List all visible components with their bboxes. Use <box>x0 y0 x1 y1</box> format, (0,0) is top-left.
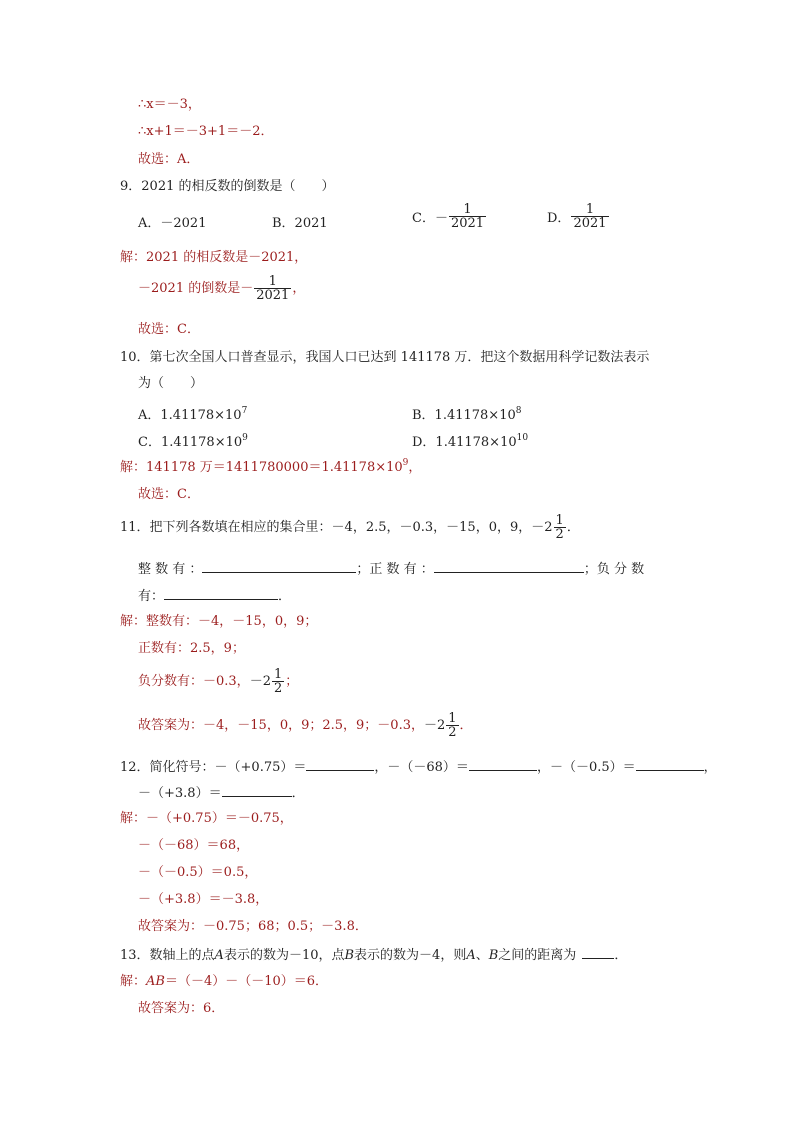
q10-answer: 故选：C． <box>138 487 200 502</box>
q8-solution-line-1: ∴x＝－3， <box>138 97 201 112</box>
q12-solution-line-4: －（+3.8）＝－3.8， <box>138 892 269 907</box>
mixed-number: －2 $\frac{1}{2}$ <box>531 513 564 542</box>
mixed-number: －2 $\frac{1}{2}$ <box>423 711 457 740</box>
q10-solution: 解：141178 万$=1411780000=1.41178\times 10^9$， <box>120 458 422 475</box>
answer-blank[interactable] <box>306 758 374 771</box>
answer-blank[interactable] <box>222 784 292 797</box>
q9-solution-line-2: －2021 的倒数是－ $\frac{1}{2021}$ ， <box>138 274 306 303</box>
q9-option-d: D． $\frac{1}{2021}$ <box>547 202 607 231</box>
q11-solution-line-2: 正数有：2.5，9； <box>138 641 245 656</box>
q11-fill-line-1: 整 数 有 ： ；正 数 有 ： ；负 分 数 <box>138 562 645 577</box>
answer-blank[interactable] <box>582 946 614 959</box>
q13-solution: 解：AB＝（－4）－（－10）＝6． <box>120 974 329 989</box>
answer-blank[interactable] <box>164 587 278 600</box>
q13-stem: 13．数轴上的点A表示的数为－10，点B表示的数为－4，则A、B之间的距离为 ． <box>120 948 628 963</box>
q9-option-b: B．2021 <box>272 216 328 231</box>
q9-answer: 故选：C． <box>138 322 200 337</box>
q12-solution-line-1: 解：－（+0.75）＝－0.75， <box>120 811 293 826</box>
q9-stem: 9．2021 的相反数的倒数是（ ） <box>120 179 335 194</box>
q9-option-a: A．－2021 <box>138 216 207 231</box>
fraction: $\frac{1}{2021}$ <box>256 274 290 303</box>
q10-option-b: B．$1.41178\times 10^8$ <box>412 406 522 423</box>
fraction: $\frac{1}{2021}$ <box>450 202 485 231</box>
q12-answer: 故答案为：－0.75；68；0.5；－3.8． <box>138 919 368 934</box>
q10-option-a: A．$1.41178\times 10^7$ <box>138 406 248 423</box>
q11-solution-line-1: 解：整数有：－4，－15，0，9； <box>120 614 318 629</box>
answer-blank[interactable] <box>469 758 537 771</box>
q8-answer: 故选：A． <box>138 152 200 167</box>
q10-stem-line-1: 10．第七次全国人口普查显示，我国人口已达到 141178 万．把这个数据用科学记数法表示 <box>120 350 650 365</box>
q11-answer: 故答案为：－4，－15，0，9；2.5，9；－0.3，－2 $\frac{1}{2}$ ． <box>138 711 473 740</box>
q9-solution-line-1: 解：2021 的相反数是－2021， <box>120 250 308 265</box>
q12-solution-line-2: －（－68）＝68， <box>138 838 250 853</box>
answer-blank[interactable] <box>202 560 356 573</box>
answer-blank[interactable] <box>434 560 584 573</box>
q9-option-c: C．－ $\frac{1}{2021}$ <box>412 202 485 231</box>
mixed-number: －2 $\frac{1}{2}$ <box>249 667 283 696</box>
q11-stem: 11．把下列各数填在相应的集合里：－4，2.5，－0.3，－15，0，9，－2 $\frac{1}{2}$ ． <box>120 513 580 542</box>
fraction: $\frac{1}{2021}$ <box>573 202 607 231</box>
q13-answer: 故答案为：6． <box>138 1001 225 1016</box>
q12-stem-line-1: 12．简化符号：－（+0.75）＝ ，－（－68）＝ ，－（－0.5）＝ ， <box>120 760 717 775</box>
q8-solution-line-2: ∴x+1＝－3+1＝－2． <box>138 124 274 139</box>
q10-option-c: C．$1.41178\times 10^9$ <box>138 433 248 450</box>
q12-stem-line-2: －（+3.8）＝ ． <box>138 786 305 801</box>
answer-blank[interactable] <box>636 758 704 771</box>
q11-fill-line-2: 有： ． <box>138 589 292 604</box>
q12-solution-line-3: －（－0.5）＝0.5， <box>138 865 258 880</box>
q11-solution-line-3: 负分数有：－0.3，－2 $\frac{1}{2}$ ； <box>138 667 299 696</box>
q10-option-d: D．$1.41178\times 10^{10}$ <box>412 433 529 450</box>
q10-stem-line-2: 为（ ） <box>138 376 204 391</box>
